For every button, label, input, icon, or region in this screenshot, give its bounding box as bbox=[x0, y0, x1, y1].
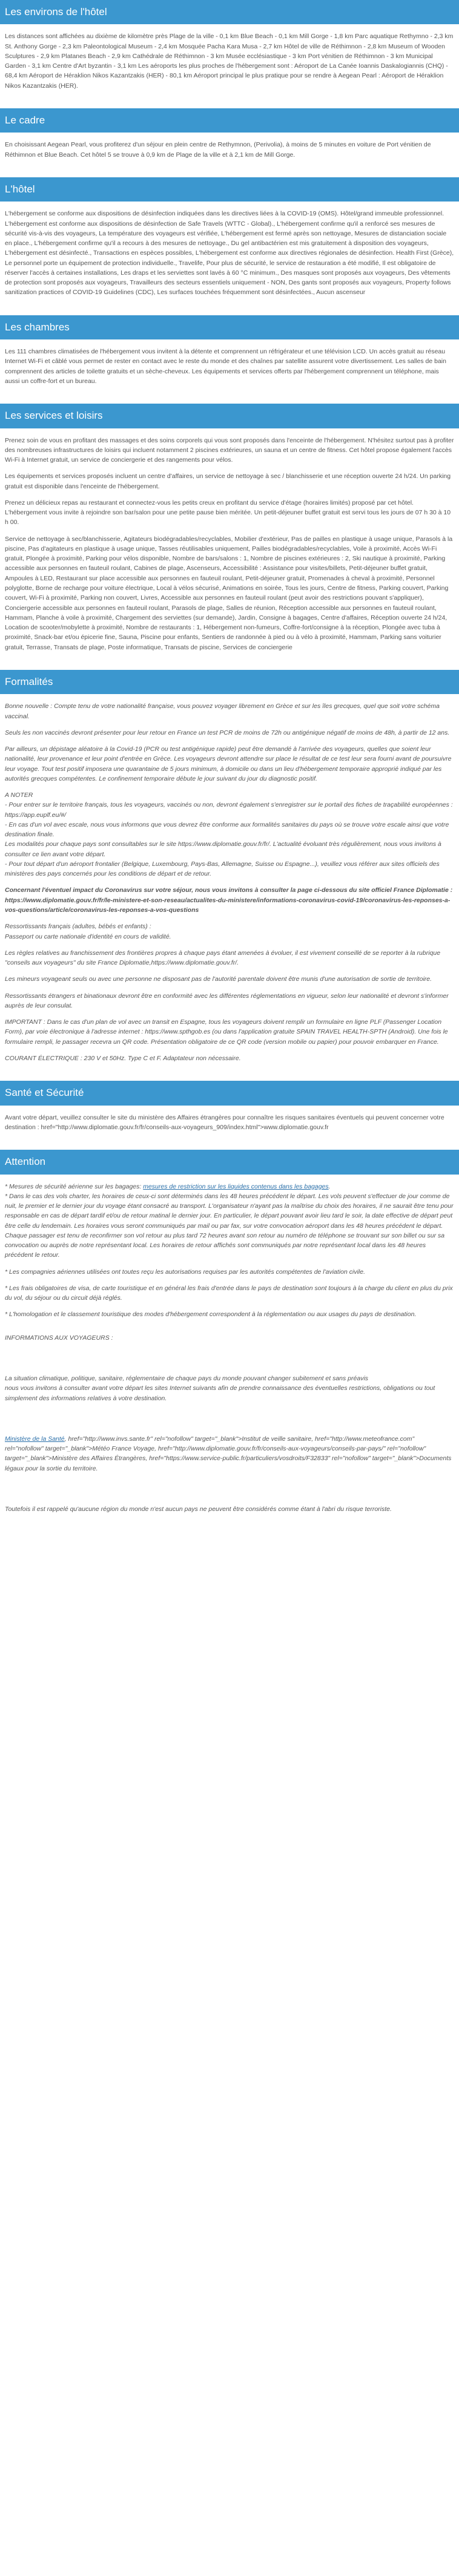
section-chambres bbox=[0, 315, 459, 395]
section-title-chambres: Les chambres bbox=[0, 315, 459, 339]
note-item: - Pour tout départ d'un aéroport frontalier (Belgique, Luxembourg, Pays-Bas, Allemagne, Suisse ou Espagne...), veuillez vous référer aux sites officiels des ministères des pays concernés pour les conditions de départ et de retour. bbox=[5, 860, 440, 878]
sante-text: Avant votre départ, veuillez consulter le site du ministère des Affaires étrangères pour connaître les risques sanitaires éventuels qui peuvent concerner votre destination : href="http://www.diplomatie.gouv.fr/fr/conseils-aux-voyageurs_909/index.html">www.diplomatie.gouv.fr bbox=[5, 1113, 444, 1131]
section-services bbox=[0, 404, 459, 661]
attention-paragraph: * Dans le cas des vols charter, les horaires de ceux-ci sont déterminés dans les 48 heures précédent le départ. Les vols peuvent s'effectuer de jour comme de nuit, le premier et le dernier jour du voyage étant consacré au transport. L'organisateur n'ayant pas la maîtrise du choix des horaires, il ne saurait être tenu pour responsable en cas de départ tardif et/ou de retour matinal le dernier jour. En particulier, le départ pouvant avoir lieu tard le soir, la date effective de départ peut être celle du lendemain. Les horaires vous seront communiqués par mail ou par fax, sur votre convocation aéroport dans les 48 heures précédent le départ. Chaque passager est tenu de reconfirmer son vol retour au plus tard 72 heures avant son retour au numéro de téléphone se trouvant sur son billet ou sur sa convocation ou auprès de notre représentant local. Les horaires de retour affichés sont communiqués par notre représentant local dans les 48 heures précédent le retour. bbox=[5, 1192, 454, 1259]
coronavirus-notice: Concernant l'éventuel impact du Coronavirus sur votre séjour, nous vous invitons à consulter la page ci-dessous du site officiel France Diplomatie : https://www.diplomatie.gouv.fr/fr/le-ministere-et-son-reseau/actualites-du-ministere/informations-coronavirus-covid-19/coronavirus-les-reponses-a-vos-questions/article/coronavirus-les-reponses-a-vos-questions bbox=[5, 887, 453, 914]
section-formalites bbox=[0, 670, 459, 1072]
section-cadre bbox=[0, 108, 459, 169]
services-paragraph: Prenez un délicieux repas au restaurant et connectez-vous les petits creux en profitant du service d'étage (horaires limités) proposé par cet hôtel. L'hébergement vous invite à rejoindre son bar/salon pour une petite pause bien méritée. Un petit-déjeuner buffet gratuit est servi tous les jours de 07 h 30 à 10 h 00. bbox=[5, 499, 451, 526]
hotel-text: L'hébergement se conforme aux dispositions de désinfection indiquées dans les directives liées à la COVID-19 (OMS). Hôtel/grand immeuble professionnel. L'hébergement est conforme aux dispositions de désinfection de Safe Travels (WTTC - Global)., L'hébergement confirme qu'il a renforcé ses mesures de sécurité vis-à-vis des voyageurs, La température des voyageurs est vérifiée, L'hébergement est fermé après son nettoyage, Mesures de distanciation sociale en place., L'hébergement confirme qu'il a recours à des mesures de nettoyage., Du gel antibactérien est mis gratuitement à disposition des voyageurs, L'hébergement est désinfecté., Transactions en espèces possibles, L'hébergement est conforme aux directives régionales de désinfection. Health First (Grèce), Le personnel porte un équipement de protection individuelle., Travelife, Pour plus de sécurité, le service de restauration a été modifié, Il est obligatoire de réserver l'accès à certaines installations, Les draps et les serviettes sont lavés à 60 °C minimum., Des masques sont proposés aux voyageurs, Des vêtements de protection sont proposés aux voyageurs, Travailleurs des secteurs essentiels uniquement - NON, Des gants sont proposés aux voyageurs, Property follows sanitization practices of COVID-19 Guidelines (CDC), Les surfaces touchées fréquemment sont désinfectées., Aucun ascenseur bbox=[5, 210, 454, 297]
attention-paragraph: * Les compagnies aériennes utilisées ont toutes reçu les autorisations requises par les autorités compétentes de l'aviation civile. bbox=[5, 1268, 365, 1276]
section-sante bbox=[0, 1081, 459, 1141]
section-title-cadre: Le cadre bbox=[0, 108, 459, 133]
formalites-paragraph: Bonne nouvelle : Compte tenu de votre nationalité française, vous pouvez voyager librement en Grèce et sur les îles grecques, quel que soit votre schéma vaccinal. bbox=[5, 703, 440, 720]
note-title: A NOTER bbox=[5, 791, 33, 799]
liquids-restriction-link[interactable]: mesures de restriction sur les liquides contenus dans les bagages bbox=[143, 1182, 329, 1190]
formalites-paragraph: Par ailleurs, un dépistage aléatoire à la Covid-19 (PCR ou test antigénique rapide) peut être demandé à l'arrivée des voyageurs, quelles que soient leur nationalité, leur provenance et leur point d'entrée en Grèce. Les voyageurs devront attendre sur place le résultat de ce test leur sera fourni avant de poursuivre leur voyage. Tout test positif imposera une quarantaine de 5 jours minimum, à domicile ou dans un lieu d'hébergement temporaire approprié indiqué par les autorités grecques compétentes. Le confinement temporaire débute le jour suivant du jour du diagnostic positif. bbox=[5, 746, 452, 782]
attention-paragraph: La situation climatique, politique, sanitaire, réglementaire de chaque pays du monde pouvant changer subitement et sans préavis nous vous invitons à consulter avant votre départ les sites Internet suivants afin de prendre connaissance des éventuelles restrictions, obligations ou tout simplement des informations relatives à votre destination. bbox=[5, 1374, 435, 1402]
etrangers-text: Ressortissants étrangers et binationaux devront être en conformité avec les différentes réglementations en vigueur, selon leur nationalité et devront s'informer auprès de leur consulat. bbox=[5, 992, 449, 1009]
attention-paragraph: * Mesures de sécurité aérienne sur les bagages: mesures de restriction sur les liquides contenus dans les bagages. bbox=[5, 1182, 331, 1190]
services-amenities-list: Service de nettoyage à sec/blanchisserie, Agitateurs biodégradables/recyclables, Mobilier d'extérieur, Pas de pailles en plastique à usage unique, Parasols à la piscine, Pas d'agitateurs en plastique à usage unique, Tasses réutilisables uniquement, Pailles biodégradables/recyclables, Voile à proximité, Accès Wi-Fi gratuit, Plongée à proximité, Parking pour vélos disponible, Nombre de bars/salons : 1, Nombre de piscines extérieures : 2, Ski nautique à proximité, Parking accessible aux personnes en fauteuil roulant, Cabines de plage, Ascenseurs, Accessibilité : Assistance pour visites/billets, Petit-déjeuner buffet gratuit, Ampoules à LED, Restaurant sur place accessible aux personnes en fauteuil roulant, Petit-déjeuner gratuit, Promenades à cheval à proximité, Personnel polyglotte, Borne de recharge pour voiture électrique, Local à vélos sécurisé, Animations en soirée, Tous les jours, Centre de fitness, Parking couvert, Parking couvert, Wi-Fi à proximité, Parking non couvert, Livres, Accessible aux personnes en fauteuil roulant (peut avoir des restrictions pouvant s'appliquer), Conciergerie accessible aux personnes en fauteuil roulant, Parasols de plage, Salles de réunion, Réception accessible aux personnes en fauteuil roulant, Hammam, Planche à voile à proximité, Chargement des serviettes (sur demande), Jardin, Consigne à bagages, Centre d'affaires, Réception ouverte 24 h/24, Location de scooter/mobylette à proximité, Nombre de restaurants : 1, Hébergement non-fumeurs, Coffre-fort/consigne à la réception, Plongée avec tuba à proximité, Snack-bar et/ou épicerie fine, Sauna, Piscine pour enfants, Sentiers de randonnée à pied ou à vélo à proximité, Hammam, Parking sans voiturier gratuit, Terrasse, Transats de plage, Poste informatique, Transats de piscine, Services de conciergerie bbox=[5, 535, 453, 651]
attention-paragraph: * Les frais obligatoires de visa, de carte touristique et en général les frais d'entrée dans le pays de destination sont toujours à la charge du client en plus du prix du vol, du séjour ou du circuit déjà réglés. bbox=[5, 1284, 453, 1302]
environs-text: Les distances sont affichées au dixième de kilomètre près Plage de la ville - 0,1 km Blue Beach - 0,1 km Mill Gorge - 1,8 km Parc aquatique Rethymno - 2,3 km St. Anthony Gorge - 2,3 km Paleontological Museum - 2,4 km Mosquée Pacha Kara Musa - 2,7 km Hôtel de ville de Réthimnon - 2,8 km Museum of Wooden Sculptures - 2,9 km Platanes Beach - 2,9 km Cathédrale de Réthimnon - 3 km Musée ecclésiastique - 3 km Port vénitien de Réthimnon - 3 km Municipal Garden - 3,1 km Centre d'Art byzantin - 3,1 km Les aéroports les plus proches de l'hébergement sont : Aéroport de La Canée Ioannis Daskalogiannis (CHQ) - 68,4 km Aéroport de Héraklion Nikos Kazantzakis (HER) - 80,1 km Aéroport principal le plus pratique pour se rendre à Aegean Pearl : Aéroport de Héraklion Nikos Kazantzakis (HER). bbox=[5, 33, 454, 90]
important-text: IMPORTANT : Dans le cas d'un plan de vol avec un transit en Espagne, tous les voyageurs doivent remplir un formulaire en ligne PLF (Passenger Location Form), par voie électronique à l'adresse internet : https://www.spthgob.es (ou dans l'application gratuite SPAIN TRAVEL HEALTH-SPTH (Android). Une fois le formulaire rempli, le passager recevra un QR code. Présentation obligatoire de ce QR code (version mobile ou papier) pour pouvoir embarquer en France. bbox=[5, 1018, 448, 1046]
courant-text: COURANT ÉLECTRIQUE : 230 V et 50Hz. Type C et F. Adaptateur non nécessaire. bbox=[5, 1054, 241, 1062]
attention-paragraph: Toutefois il est rappelé qu'aucune région du monde n'est aucun pays ne peuvent être considérés comme étant à l'abri du risque terroriste. bbox=[5, 1505, 392, 1513]
note-item: - Pour entrer sur le territoire français, tous les voyageurs, vaccinés ou non, devront également s'enregistrer sur le portail des fiches de traçabilité européennes : https://app.euplf.eu/#/ bbox=[5, 801, 453, 819]
services-paragraph: Les équipements et services proposés incluent un centre d'affaires, un service de nettoyage à sec / blanchisserie et une réception ouverte 24 h/24. Un parking gratuit est disponible dans l'enceinte de l'hébergement. bbox=[5, 473, 451, 490]
section-environs bbox=[0, 0, 459, 100]
info-voyageurs-title: INFORMATIONS AUX VOYAGEURS : bbox=[5, 1334, 113, 1342]
note-item: Les modalités pour chaque pays sont consultables sur le site https://www.diplomatie.gouv.fr/fr/. L'actualité évoluant très régulièrement, nous vous invitons à consulter ce lien avant votre départ. bbox=[5, 841, 441, 858]
regles-text: Les règles relatives au franchissement des frontières propres à chaque pays étant amenées à évoluer, il est vivement conseillé de se reporter à la rubrique "conseils aux voyageurs" du site France Diplomatie,https://www.diplomatie.gouv.fr/. bbox=[5, 949, 441, 967]
mineurs-text: Les mineurs voyageant seuls ou avec une personne ne disposant pas de l'autorité parentale doivent être munis d'une autorisation de sortie de territoire. bbox=[5, 975, 432, 983]
section-title-hotel: L'hôtel bbox=[0, 177, 459, 202]
cadre-text: En choisissant Aegean Pearl, vous profiterez d'un séjour en plein centre de Rethymnon, (Perivolia), à moins de 5 minutes en voiture de Port vénitien de Réthimnon et Blue Beach. Cet hôtel 5 se trouve à 0,9 km de Plage de la ville et à 2,1 km de Mill Gorge. bbox=[5, 141, 431, 159]
services-paragraph: Prenez soin de vous en profitant des massages et des soins corporels qui vous sont proposés dans l'enceinte de l'hébergement. N'hésitez surtout pas à profiter des nombreuses infrastructures de loisirs qui incluent notamment 2 piscines extérieures, un sauna et un centre de fitness. Cet hôtel propose également l'accès Wi-Fi à Internet gratuit, un service de conciergerie et des rangements pour vélos. bbox=[5, 436, 454, 464]
section-attention bbox=[0, 1150, 459, 1523]
note-item: - En cas d'un vol avec escale, nous vous informons que vous devrez être conforme aux formalités sanitaires du pays où se trouve votre escale ainsi que votre destination finale. bbox=[5, 821, 449, 839]
section-title-sante: Santé et Sécurité bbox=[0, 1081, 459, 1105]
attention-links-paragraph: Ministère de la Santé, href="http://www.invs.sante.fr" rel="nofollow" target="_blank">Institut de veille sanitaire, href="http://www.meteofrance.com" rel="nofollow" target="_blank">Météo France Voyage, href="http://www.diplomatie.gouv.fr/fr/conseils-aux-voyageurs/conseils-par-pays/" rel="nofollow" target="_blank">Ministère des Affaires Étrangères, href="https://www.service-public.fr/particuliers/vosdroits/F32833" rel="nofollow" target="_blank">Documents légaux pour la sortie du territoire. bbox=[5, 1435, 452, 1472]
formalites-paragraph: Seuls les non vaccinés devront présenter pour leur retour en France un test PCR de moins de 72h ou antigénique négatif de moins de 48h, à partir de 12 ans. bbox=[5, 729, 450, 736]
section-hotel bbox=[0, 177, 459, 307]
section-title-attention: Attention bbox=[0, 1150, 459, 1174]
section-title-formalites: Formalités bbox=[0, 670, 459, 694]
attention-paragraph: * L'homologation et le classement touristique des modes d'hébergement correspondent à la réglementation ou aux usages du pays de destination. bbox=[5, 1311, 417, 1319]
ressortissants-text: Ressortissants français (adultes, bébés et enfants) : Passeport ou carte nationale d'identité en cours de validité. bbox=[5, 923, 171, 940]
chambres-text: Les 111 chambres climatisées de l'hébergement vous invitent à la détente et comprennent un réfrigérateur et une télévision LCD. Un accès gratuit au réseau Internet Wi-Fi et câblé vous permet de rester en contact avec le reste du monde et des chaînes par satellite assurent votre divertissement. Les salles de bain comprennent des articles de toilette gratuits et un sèche-cheveux. Les équipements et services offerts par l'hébergement comprennent un téléphone, mais aussi un coffre-fort et un bureau. bbox=[5, 348, 446, 385]
section-title-environs: Les environs de l'hôtel bbox=[0, 0, 459, 24]
section-title-services: Les services et loisirs bbox=[0, 404, 459, 428]
ministere-sante-link[interactable]: Ministère de la Santé bbox=[5, 1435, 65, 1443]
